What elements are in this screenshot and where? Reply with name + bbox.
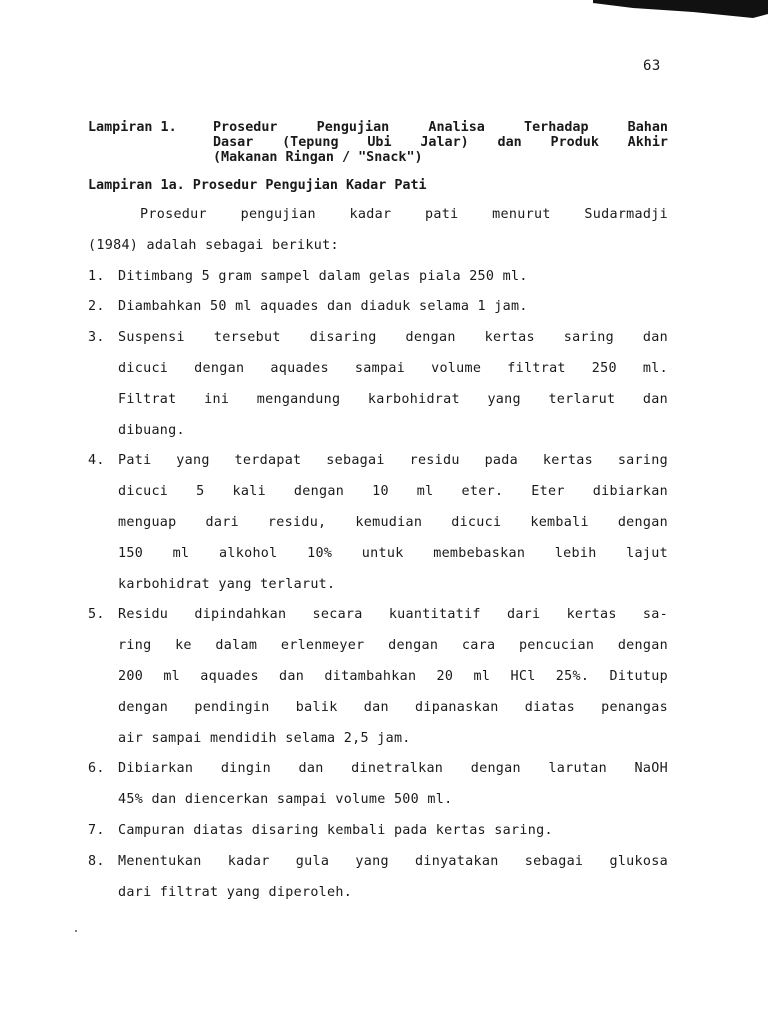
step-text (118, 446, 668, 600)
step-line: Suspensi tersebut disaring dengan kertas saring dan (118, 330, 668, 346)
step-text (118, 292, 668, 323)
step-number: 7. (88, 822, 105, 838)
step-line: air sampai mendidih selama 2,5 jam. (118, 730, 411, 746)
intro-line: (1984) adalah sebagai berikut: (88, 237, 339, 253)
step-number: 4. (88, 453, 105, 469)
step-line: ring ke dalam erlenmeyer dengan cara pencucian dengan (118, 638, 668, 654)
appendix-title-line: (Makanan Ringan / "Snack") (213, 150, 423, 165)
procedure-step (88, 816, 668, 847)
procedure-step (88, 323, 668, 446)
step-line: Filtrat ini mengandung karbohidrat yang terlarut dan (118, 391, 668, 407)
procedure-step (88, 600, 668, 754)
step-text (118, 600, 668, 754)
step-number: 5. (88, 607, 105, 623)
step-line: 45% dan diencerkan sampai volume 500 ml. (118, 792, 453, 808)
step-line: dicuci dengan aquades sampai volume filtrat 250 ml. (118, 360, 668, 376)
step-text (118, 816, 668, 847)
appendix-title-line: Dasar (Tepung Ubi Jalar) dan Produk Akhir (213, 135, 668, 150)
scan-speck (75, 930, 77, 932)
appendix-title-line: Prosedur Pengujian Analisa Terhadap Bahan (213, 120, 668, 135)
step-line: dicuci 5 kali dengan 10 ml eter. Eter dibiarkan (118, 484, 668, 500)
procedure-step (88, 262, 668, 293)
document-page (88, 120, 668, 908)
step-line: dengan pendingin balik dan dipanaskan diatas penangas (118, 699, 668, 715)
step-number: 8. (88, 853, 105, 869)
step-line: Diambahkan 50 ml aquades dan diaduk selama 1 jam. (118, 299, 528, 315)
step-line: Menentukan kadar gula yang dinyatakan sebagai glukosa (118, 853, 668, 869)
step-text (118, 754, 668, 816)
step-line: Campuran diatas disaring kembali pada kertas saring. (118, 822, 553, 838)
step-line: 150 ml alkohol 10% untuk membebaskan lebih lajut (118, 545, 668, 561)
step-line: dibuang. (118, 422, 185, 438)
step-number: 6. (88, 761, 105, 777)
procedure-step (88, 446, 668, 600)
step-line: Residu dipindahkan secara kuantitatif dari kertas sa- (118, 607, 668, 623)
step-line: Ditimbang 5 gram sampel dalam gelas piala 250 ml. (118, 268, 528, 284)
procedure-step (88, 754, 668, 816)
step-text (118, 323, 668, 446)
step-line: 200 ml aquades dan ditambahkan 20 ml HCl 25%. Ditutup (118, 668, 668, 684)
procedure-step (88, 847, 668, 909)
appendix-title-lines (213, 120, 668, 165)
step-line: karbohidrat yang terlarut. (118, 576, 336, 592)
appendix-title (88, 120, 668, 165)
step-line: dari filtrat yang diperoleh. (118, 884, 353, 900)
procedure-steps (88, 262, 668, 909)
step-number: 2. (88, 299, 105, 315)
step-number: 3. (88, 330, 105, 346)
step-line: Pati yang terdapat sebagai residu pada kertas saring (118, 453, 668, 469)
step-text (118, 847, 668, 909)
step-number: 1. (88, 268, 105, 284)
section-heading: Lampiran 1a. Prosedur Pengujian Kadar Pati (88, 178, 427, 193)
step-line: Dibiarkan dingin dan dinetralkan dengan larutan NaOH (118, 761, 668, 777)
procedure-step (88, 292, 668, 323)
intro-line: Prosedur pengujian kadar pati menurut Sudarmadji (140, 207, 668, 222)
intro-paragraph (88, 200, 668, 262)
page-number: 63 (643, 58, 661, 74)
appendix-label: Lampiran 1. (88, 120, 177, 135)
step-text (118, 262, 668, 293)
step-line: menguap dari residu, kemudian dicuci kembali dengan (118, 514, 668, 530)
scan-edge-mark (593, 0, 768, 18)
